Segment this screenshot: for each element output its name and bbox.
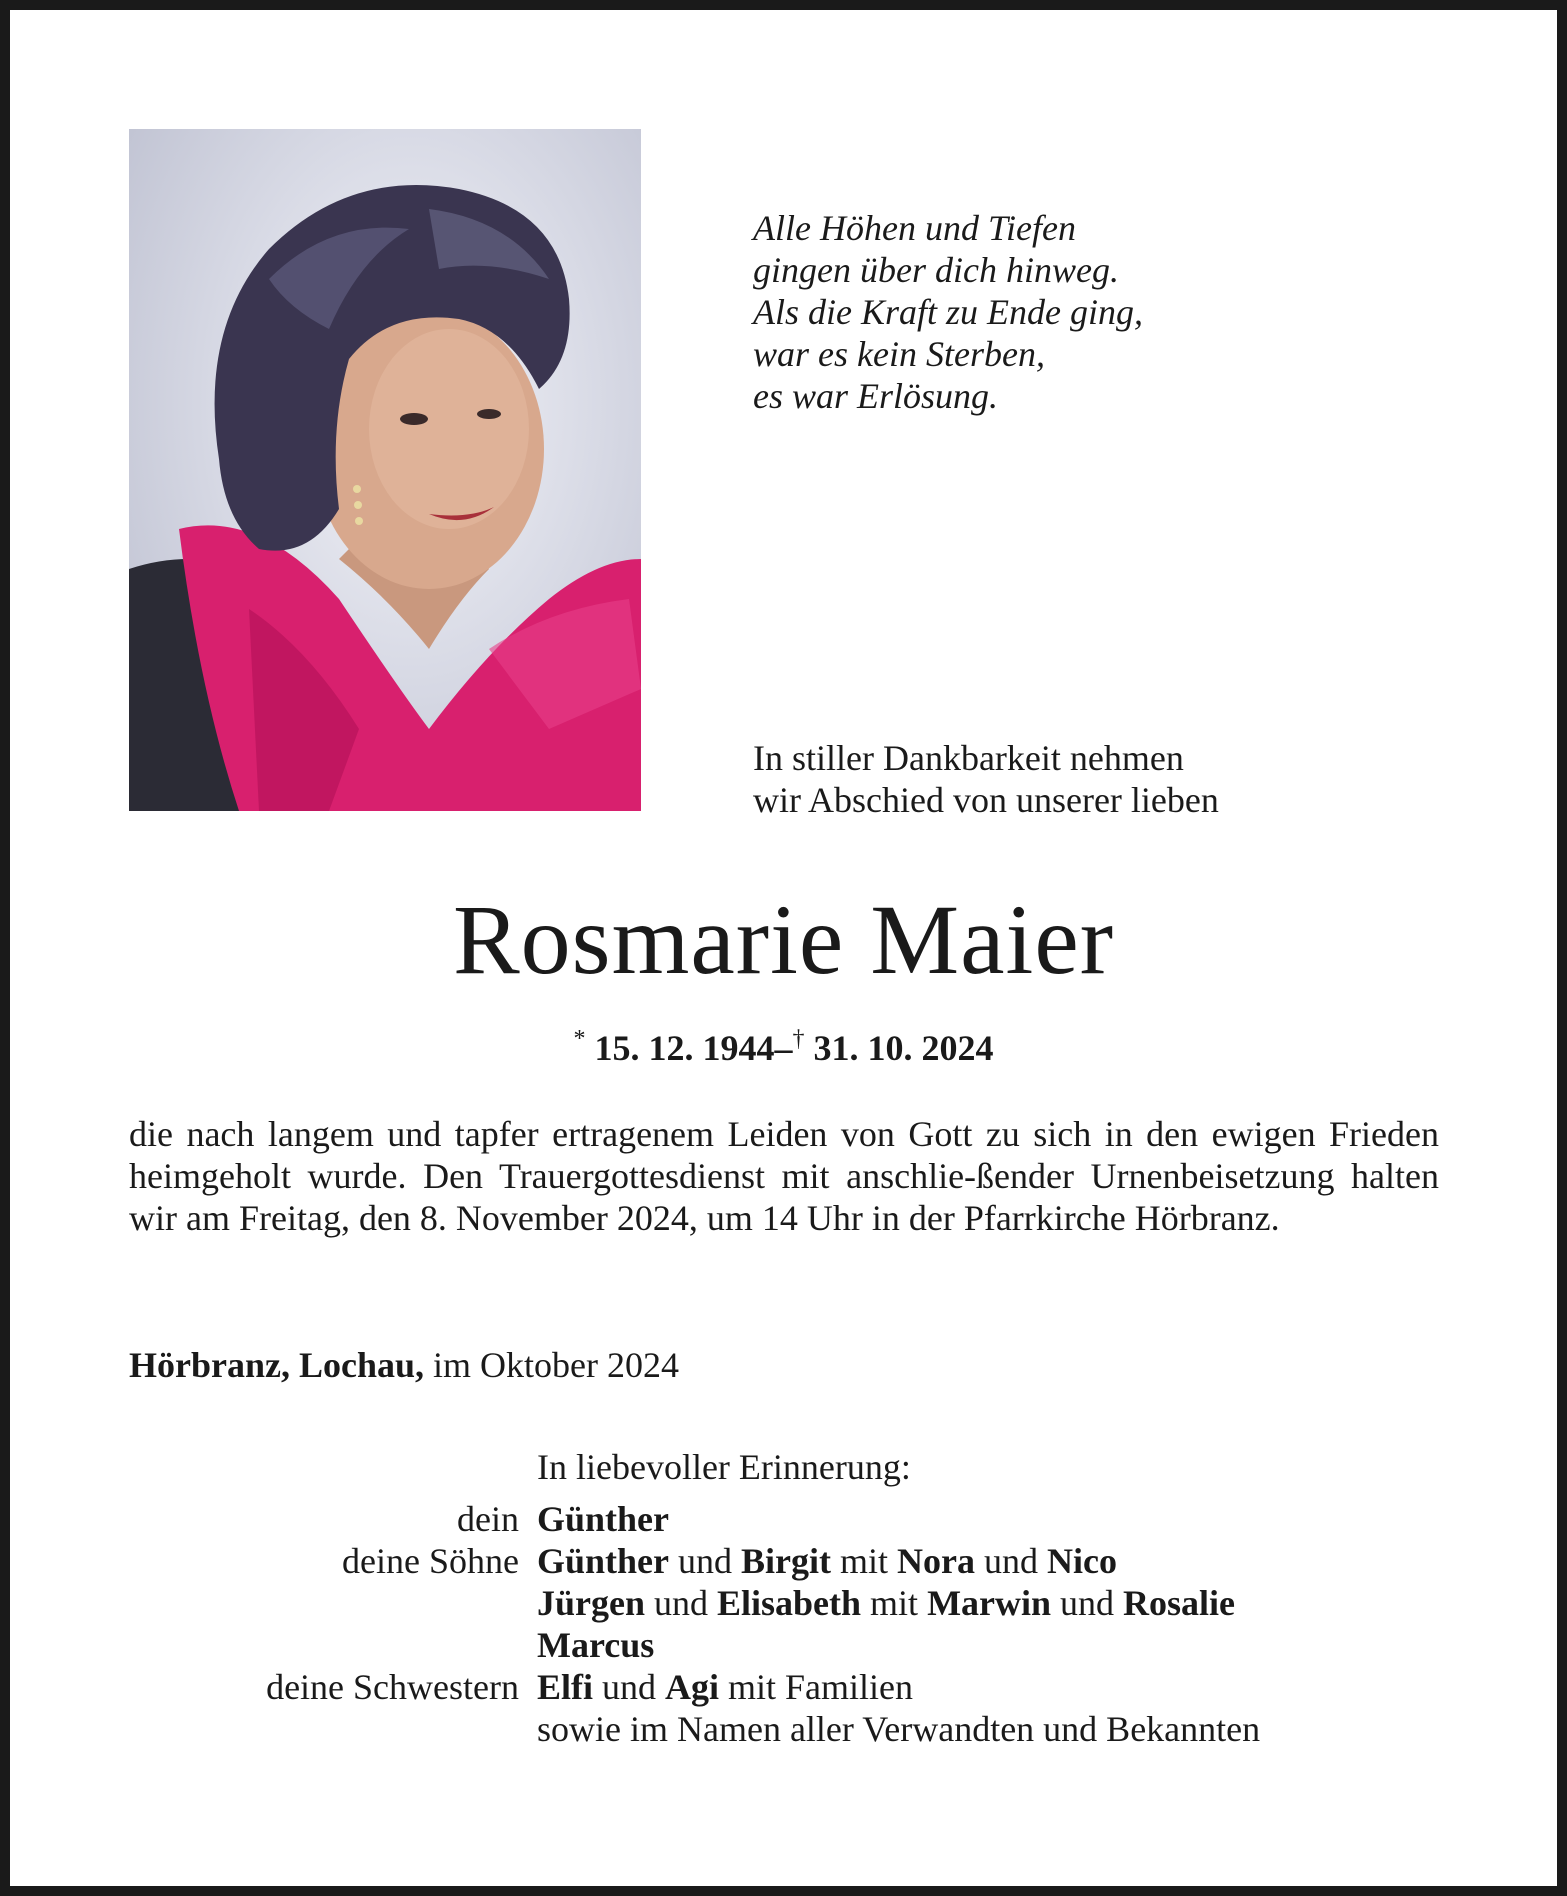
family-name: Agi	[665, 1667, 720, 1707]
family-row	[129, 1540, 1489, 1582]
life-dates	[0, 1015, 1567, 1072]
place-month: im Oktober 2024	[433, 1345, 679, 1385]
connector: und	[654, 1583, 708, 1623]
connector: und	[984, 1541, 1038, 1581]
poem	[753, 207, 1143, 417]
family-name: Günther	[537, 1541, 670, 1581]
announcement-text: die nach langem und tapfer ertragenem Leiden von Gott zu sich in den ewigen Frieden heimgeholt wurde. Den Trauergottesdienst mit anschlie-ßender Urnenbeisetzung halten wir am Freitag, den 8. November 2024, um 14 Uhr in der Pfarrkirche Hörbranz.	[129, 1114, 1439, 1238]
poem-line: gingen über dich hinweg.	[753, 250, 1119, 290]
birth-date: 15. 12. 1944	[594, 1028, 775, 1068]
family-name: Günther	[537, 1499, 670, 1539]
intro-text	[753, 737, 1219, 821]
place-date	[129, 1344, 679, 1386]
family-name: Elisabeth	[717, 1583, 862, 1623]
connector: mit	[870, 1583, 919, 1623]
family-role: deine Söhne	[342, 1541, 519, 1581]
family-name: Marcus	[537, 1625, 655, 1665]
family-role-empty	[129, 1582, 519, 1624]
death-symbol: †	[792, 1026, 805, 1052]
memory-heading: In liebevoller Erinnerung:	[537, 1447, 911, 1487]
birth-symbol: *	[573, 1026, 586, 1052]
portrait-photo	[129, 129, 641, 811]
poem-line: Alle Höhen und Tiefen	[753, 208, 1076, 248]
family-names	[537, 1540, 1117, 1582]
family-name: Marwin	[927, 1583, 1052, 1623]
family-role-empty	[129, 1624, 519, 1666]
connector: mit	[840, 1541, 889, 1581]
family-names	[537, 1498, 669, 1540]
deceased-name: Rosmarie Maier	[452, 884, 1115, 995]
family-role-empty	[129, 1708, 519, 1750]
date-separator: –	[774, 1028, 793, 1068]
family-role: deine Schwestern	[266, 1667, 519, 1707]
closing-line: sowie im Namen aller Verwandten und Bekannten	[537, 1709, 1261, 1749]
family-row	[129, 1708, 1489, 1750]
family-name: Rosalie	[1123, 1583, 1236, 1623]
connector: mit Familien	[728, 1667, 914, 1707]
family-name: Nora	[897, 1541, 975, 1581]
poem-line: es war Erlösung.	[753, 376, 999, 416]
poem-line: war es kein Sterben,	[753, 334, 1045, 374]
family-row	[129, 1498, 1489, 1540]
death-date: 31. 10. 2024	[813, 1028, 994, 1068]
family-name: Birgit	[741, 1541, 831, 1581]
intro-line: In stiller Dankbarkeit nehmen	[753, 738, 1184, 778]
family-names	[537, 1624, 654, 1666]
family-role: dein	[457, 1499, 519, 1539]
family-row	[129, 1624, 1489, 1666]
place-locations: Hörbranz, Lochau,	[129, 1345, 425, 1385]
family-list	[129, 1498, 1489, 1750]
poem-line: Als die Kraft zu Ende ging,	[753, 292, 1143, 332]
family-name: Nico	[1047, 1541, 1117, 1581]
family-names	[537, 1666, 913, 1708]
family-row	[129, 1582, 1489, 1624]
family-row	[129, 1666, 1489, 1708]
family-name: Jürgen	[537, 1583, 645, 1623]
family-names	[537, 1582, 1235, 1624]
family-name: Elfi	[537, 1667, 594, 1707]
connector: und	[602, 1667, 657, 1707]
connector: und	[678, 1541, 733, 1581]
connector: und	[1060, 1583, 1115, 1623]
intro-line: wir Abschied von unserer lieben	[753, 780, 1219, 820]
